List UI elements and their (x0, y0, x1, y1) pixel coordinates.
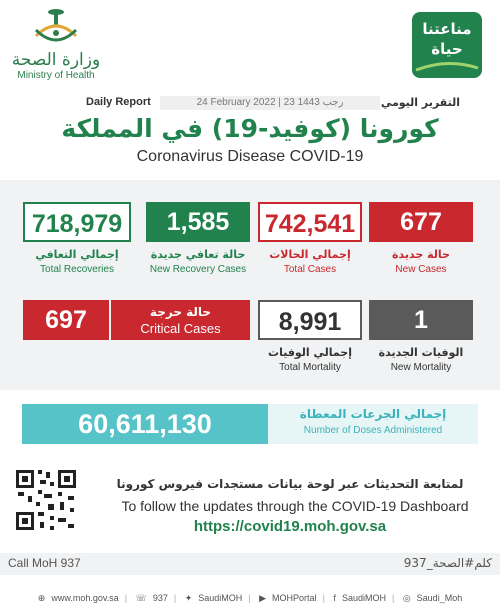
daily-report-label-en: Daily Report (86, 96, 151, 108)
dashboard-text-en: To follow the updates through the COVID-19 Dashboard (121, 498, 469, 514)
new-cases-label-en: New Cases (395, 264, 447, 275)
page-title-english: Coronavirus Disease COVID-19 (136, 148, 364, 165)
immunity-campaign-logo (412, 12, 482, 78)
new-mortality-label-ar: الوفيات الجديدة (378, 346, 464, 359)
total-cases-label-en: Total Cases (283, 264, 337, 275)
swoosh-icon (412, 60, 482, 74)
dashboard-text-ar: لمتابعة التحديثات عبر لوحة بيانات مستجدات فيروس كورونا (116, 477, 464, 491)
doses-label-en: Number of Doses Administered (303, 425, 443, 436)
daily-report-row (0, 96, 500, 112)
moh-name-arabic: وزارة الصحة (11, 50, 101, 70)
total-recoveries-value: 718,979 (23, 202, 131, 242)
total-mortality-label-ar: إجمالي الوفيات (268, 346, 352, 359)
new-cases-value: 677 (369, 202, 473, 242)
qr-code-icon[interactable] (14, 468, 78, 532)
new-recovery-label-ar: حالة تعافي جديدة (150, 248, 246, 261)
call-bar (0, 553, 500, 575)
new-mortality-label-en: New Mortality (390, 362, 452, 373)
footer-twitter[interactable]: SaudiMOH (198, 593, 243, 603)
total-recoveries-label-en: Total Recoveries (40, 264, 114, 275)
total-mortality-value: 8,991 (258, 300, 362, 340)
critical-label (111, 300, 250, 340)
footer-instagram[interactable]: Saudi_Moh (416, 593, 463, 603)
new-cases-label-ar: حالة جديدة (392, 248, 450, 261)
instagram-icon: ◎ (402, 593, 411, 603)
doses-label (268, 404, 478, 444)
new-mortality-value: 1 (369, 300, 473, 340)
stats-panel (0, 180, 500, 390)
doses-panel (22, 404, 478, 444)
critical-value: 697 (23, 300, 109, 340)
twitter-icon: ✦ (184, 593, 193, 603)
facebook-icon: f (333, 593, 336, 603)
logo-line-1: مناعتنا (422, 20, 472, 38)
footer-links: ⊕ www.moh.gov.sa | ☏ 937 | ✦ SaudiMOH | ▶ MOHPortal | f SaudiMOH | ◎ Saudi_Moh (37, 593, 463, 603)
moh-logo (10, 8, 102, 82)
daily-report-label-ar: التقرير اليومي (380, 96, 460, 109)
report-date: 24 February 2022 | 23 رجب 1443 (160, 96, 380, 110)
doses-label-ar: إجمالي الجرعات المعطاة (299, 407, 447, 421)
youtube-icon: ▶ (259, 593, 267, 603)
footer-facebook[interactable]: SaudiMOH (341, 593, 386, 603)
footer-website[interactable]: www.moh.gov.sa (51, 593, 119, 603)
critical-label-en: Critical Cases (140, 321, 221, 336)
phone-icon: ☏ (135, 593, 147, 603)
critical-label-ar: حالة حرجة (149, 305, 212, 319)
new-recovery-value: 1,585 (146, 202, 250, 242)
call-moh-en: Call MoH 937 (8, 556, 81, 570)
globe-icon: ⊕ (37, 593, 46, 603)
total-cases-label-ar: إجمالي الحالات (269, 248, 351, 261)
doses-value: 60,611,130 (22, 404, 268, 444)
page-title-arabic: كورونا (كوفيد-19) في المملكة (61, 114, 439, 143)
total-cases-value: 742,541 (258, 202, 362, 242)
header (0, 0, 500, 92)
total-recoveries-label-ar: إجمالي التعافي (35, 248, 119, 261)
footer-youtube[interactable]: MOHPortal (272, 593, 317, 603)
new-recovery-label-en: New Recovery Cases (149, 264, 247, 275)
total-mortality-label-en: Total Mortality (279, 362, 341, 373)
moh-emblem-icon (26, 8, 86, 50)
logo-line-2: حياة (431, 40, 463, 58)
footer-phone[interactable]: 937 (152, 593, 168, 603)
moh-name-english: Ministry of Health (17, 70, 95, 81)
dashboard-link[interactable]: https://covid19.moh.gov.sa (193, 518, 387, 535)
call-moh-hashtag: كلم#الصحة_937 (403, 556, 492, 570)
